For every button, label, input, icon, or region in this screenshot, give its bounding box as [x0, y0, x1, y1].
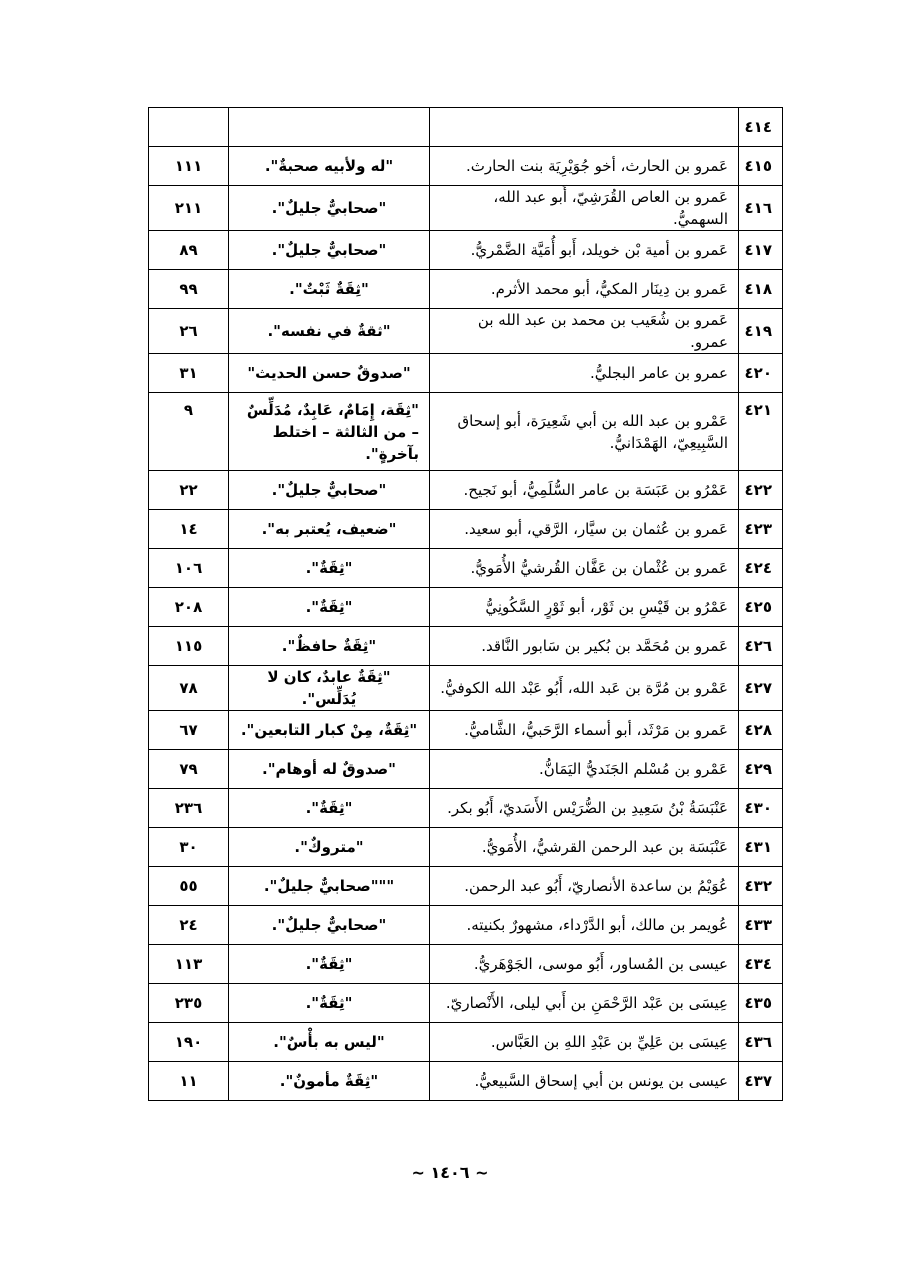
narrator-name-cell: عيسى بن المُساور، أَبُو موسى، الجَوْهَريُّ.	[430, 945, 739, 984]
grade-cell: "ثِقَةٌ ثَبْتٌ".	[229, 270, 430, 309]
hadith-count-cell: ١١٥	[149, 627, 229, 666]
table-row	[149, 309, 783, 354]
row-number-cell: ٤٣٧	[739, 1062, 783, 1101]
hadith-count-cell: ١١١	[149, 147, 229, 186]
hadith-count-cell: ٢٣٥	[149, 984, 229, 1023]
hadith-count-cell: ١٤	[149, 510, 229, 549]
hadith-count-cell: ١٠٦	[149, 549, 229, 588]
narrator-name-cell: عَمْرو بن عبد الله بن أبي شَعِيرَة، أبو إسحاق السَّبِيعِيّ، الهَمْدَانيُّ.	[430, 393, 739, 471]
hadith-count-cell: ١٩٠	[149, 1023, 229, 1062]
grade-cell: "ثِقَة، إِمَامٌ، عَابِدٌ، مُدَلِّسٌ – من الثالثة – اختلط بآخرةٍ".	[229, 393, 430, 471]
hadith-count-cell: ١١٣	[149, 945, 229, 984]
table-row	[149, 906, 783, 945]
narrator-name-cell: عَمرو بن مُحَمَّد بن بُكير بن سَابور النَّاقد.	[430, 627, 739, 666]
row-number-cell: ٤٢٢	[739, 471, 783, 510]
narrator-name-cell: عَنْبَسَةُ بْنُ سَعِيدِ بن الضُّرَيْس الأَسَديّ، أَبُو بكر.	[430, 789, 739, 828]
grade-cell: "ثِقَةٌ عابدٌ، كان لا يُدَلِّس".	[229, 666, 430, 711]
narrator-name-cell: عَمرو بن عُثْمان بن عَفَّان القُرشيُّ الأُمَويُّ.	[430, 549, 739, 588]
hadith-count-cell: ٣٠	[149, 828, 229, 867]
narrator-name-cell: عُوَيْمُ بن ساعدة الأنصاريّ، أَبُو عبد الرحمن.	[430, 867, 739, 906]
table-row	[149, 945, 783, 984]
narrator-name-cell: عَمْرُو بن قَيْسِ بن ثَوْر، أبو ثَوْرٍ السَّكُونِيُّ	[430, 588, 739, 627]
hadith-count-cell: ٢٤	[149, 906, 229, 945]
grade-cell: "ليس به بأْسٌ".	[229, 1023, 430, 1062]
row-number-cell: ٤١٤	[739, 108, 783, 147]
narrator-name-cell: عَمْرُو بن عَبَسَة بن عامر السُّلَمِيُّ، أبو نَجيح.	[430, 471, 739, 510]
narrator-name-cell: عَمْرو بن مُرَّة بن عَبد الله، أَبُو عَبْد الله الكوفيُّ.	[430, 666, 739, 711]
narrator-name-cell: عَمرو بن عُثمان بن سيَّار، الرَّقي، أبو سعيد.	[430, 510, 739, 549]
table-row	[149, 393, 783, 471]
hadith-count-cell: ٩٩	[149, 270, 229, 309]
table-row	[149, 789, 783, 828]
row-number-cell: ٤٢٩	[739, 750, 783, 789]
table-row	[149, 984, 783, 1023]
grade-cell: "ثقةٌ في نفسه".	[229, 309, 430, 354]
narrator-name-cell: عَمرو بن دِينَار المكيُّ، أبو محمد الأثرم.	[430, 270, 739, 309]
table-row	[149, 711, 783, 750]
narrators-table-container	[148, 107, 782, 1101]
table-row	[149, 354, 783, 393]
row-number-cell: ٤١٦	[739, 186, 783, 231]
row-number-cell: ٤٢١	[739, 393, 783, 471]
narrators-table	[148, 107, 783, 1101]
hadith-count-cell: ٥٥	[149, 867, 229, 906]
table-row	[149, 147, 783, 186]
grade-cell: "متروكٌ".	[229, 828, 430, 867]
narrator-name-cell: عَمْرو بن مُسْلم الجَنَديُّ اليَمَانُّ.	[430, 750, 739, 789]
table-row	[149, 627, 783, 666]
hadith-count-cell: ٢١١	[149, 186, 229, 231]
table-row	[149, 828, 783, 867]
narrator-name-cell: عِيسَى بن عَلِيِّ بن عَبْدِ اللهِ بن العَبَّاس.	[430, 1023, 739, 1062]
row-number-cell: ٤٢٦	[739, 627, 783, 666]
row-number-cell: ٤٢٥	[739, 588, 783, 627]
hadith-count-cell: ٢٦	[149, 309, 229, 354]
row-number-cell: ٤١٩	[739, 309, 783, 354]
hadith-count-cell: ٧٩	[149, 750, 229, 789]
narrator-name-cell: عَمرو بن مَرْثَد، أبو أسماء الرَّحَبيُّ، الشَّاميُّ.	[430, 711, 739, 750]
narrator-name-cell: عَمرو بن الحارث، أخو جُوَيْرِيَة بنت الحارث.	[430, 147, 739, 186]
narrator-name-cell: عَمرو بن شُعَيب بن محمد بن عبد الله بن عمرو.	[430, 309, 739, 354]
narrator-name-cell: عَنْبَسَة بن عبد الرحمن القرشيُّ، الأُمَويُّ.	[430, 828, 739, 867]
hadith-count-cell: ٦٧	[149, 711, 229, 750]
row-number-cell: ٤٣٢	[739, 867, 783, 906]
hadith-count-cell: ٣١	[149, 354, 229, 393]
hadith-count-cell: ٢٣٦	[149, 789, 229, 828]
hadith-count-cell: ٢٠٨	[149, 588, 229, 627]
narrator-name-cell: عِيسَى بن عَبْد الرَّحْمَنِ بن أَبي ليلى، الأَنْصاريّ.	[430, 984, 739, 1023]
grade-cell: """صحابيٌّ جليلٌ".	[229, 867, 430, 906]
grade-cell: "له ولأبيه صحبةٌ".	[229, 147, 430, 186]
row-number-cell: ٤٣٥	[739, 984, 783, 1023]
row-number-cell: ٤٢٠	[739, 354, 783, 393]
row-number-cell: ٤٢٤	[739, 549, 783, 588]
row-number-cell: ٤١٧	[739, 231, 783, 270]
table-row	[149, 510, 783, 549]
narrator-name-cell: عَمرو بن أمية بْن خويلد، أَبو أُمَيَّة الضَّمْريُّ.	[430, 231, 739, 270]
table-row	[149, 471, 783, 510]
row-number-cell: ٤٢٧	[739, 666, 783, 711]
table-row	[149, 867, 783, 906]
row-number-cell: ٤٣٣	[739, 906, 783, 945]
row-number-cell: ٤٣١	[739, 828, 783, 867]
narrator-name-cell	[430, 108, 739, 147]
narrator-name-cell: عمرو بن عامر البجليُّ.	[430, 354, 739, 393]
grade-cell: "ثِقَةٌ".	[229, 945, 430, 984]
grade-cell: "صدوقٌ له أوهام".	[229, 750, 430, 789]
grade-cell: "صحابيٌّ جليلٌ".	[229, 471, 430, 510]
row-number-cell: ٤٣٤	[739, 945, 783, 984]
grade-cell: "ثِقَةٌ".	[229, 984, 430, 1023]
row-number-cell: ٤٢٣	[739, 510, 783, 549]
narrator-name-cell: عيسى بن يونس بن أبي إسحاق السَّبيعيُّ.	[430, 1062, 739, 1101]
grade-cell: "صحابيٌّ جليلٌ".	[229, 186, 430, 231]
grade-cell: "ثِقَةٌ حافظٌ".	[229, 627, 430, 666]
row-number-cell: ٤١٨	[739, 270, 783, 309]
narrator-name-cell: عَمرو بن العاص القُرَشِيّ، أَبو عبد الله، السهميُّ.	[430, 186, 739, 231]
grade-cell: "ثِقَةٌ".	[229, 549, 430, 588]
row-number-cell: ٤١٥	[739, 147, 783, 186]
table-row	[149, 1062, 783, 1101]
grade-cell: "ثِقَةٌ".	[229, 789, 430, 828]
grade-cell: "صحابيٌّ جليلٌ".	[229, 231, 430, 270]
table-row	[149, 186, 783, 231]
grade-cell: "ثِقَةٌ".	[229, 588, 430, 627]
grade-cell: "ثِقَةٌ، مِنْ كبار التابعين".	[229, 711, 430, 750]
table-row	[149, 750, 783, 789]
hadith-count-cell: ٩	[149, 393, 229, 471]
table-row	[149, 108, 783, 147]
grade-cell: "صحابيٌّ جليلٌ".	[229, 906, 430, 945]
table-body	[149, 108, 783, 1101]
hadith-count-cell: ١١	[149, 1062, 229, 1101]
page-number: ~ ١٤٠٦ ~	[411, 1163, 489, 1182]
table-row	[149, 1023, 783, 1062]
hadith-count-cell: ٧٨	[149, 666, 229, 711]
grade-cell: "ضعيف، يُعتبر به".	[229, 510, 430, 549]
grade-cell: "صدوقٌ حسن الحديث"	[229, 354, 430, 393]
hadith-count-cell	[149, 108, 229, 147]
hadith-count-cell: ٢٢	[149, 471, 229, 510]
row-number-cell: ٤٣٦	[739, 1023, 783, 1062]
hadith-count-cell: ٨٩	[149, 231, 229, 270]
table-row	[149, 270, 783, 309]
grade-cell	[229, 108, 430, 147]
row-number-cell: ٤٣٠	[739, 789, 783, 828]
table-row	[149, 666, 783, 711]
grade-cell: "ثِقَةٌ مأمونٌ".	[229, 1062, 430, 1101]
table-row	[149, 231, 783, 270]
row-number-cell: ٤٢٨	[739, 711, 783, 750]
table-row	[149, 549, 783, 588]
narrator-name-cell: عُويمر بن مالك، أبو الدَّرْداء، مشهورٌ بكنيته.	[430, 906, 739, 945]
table-row	[149, 588, 783, 627]
